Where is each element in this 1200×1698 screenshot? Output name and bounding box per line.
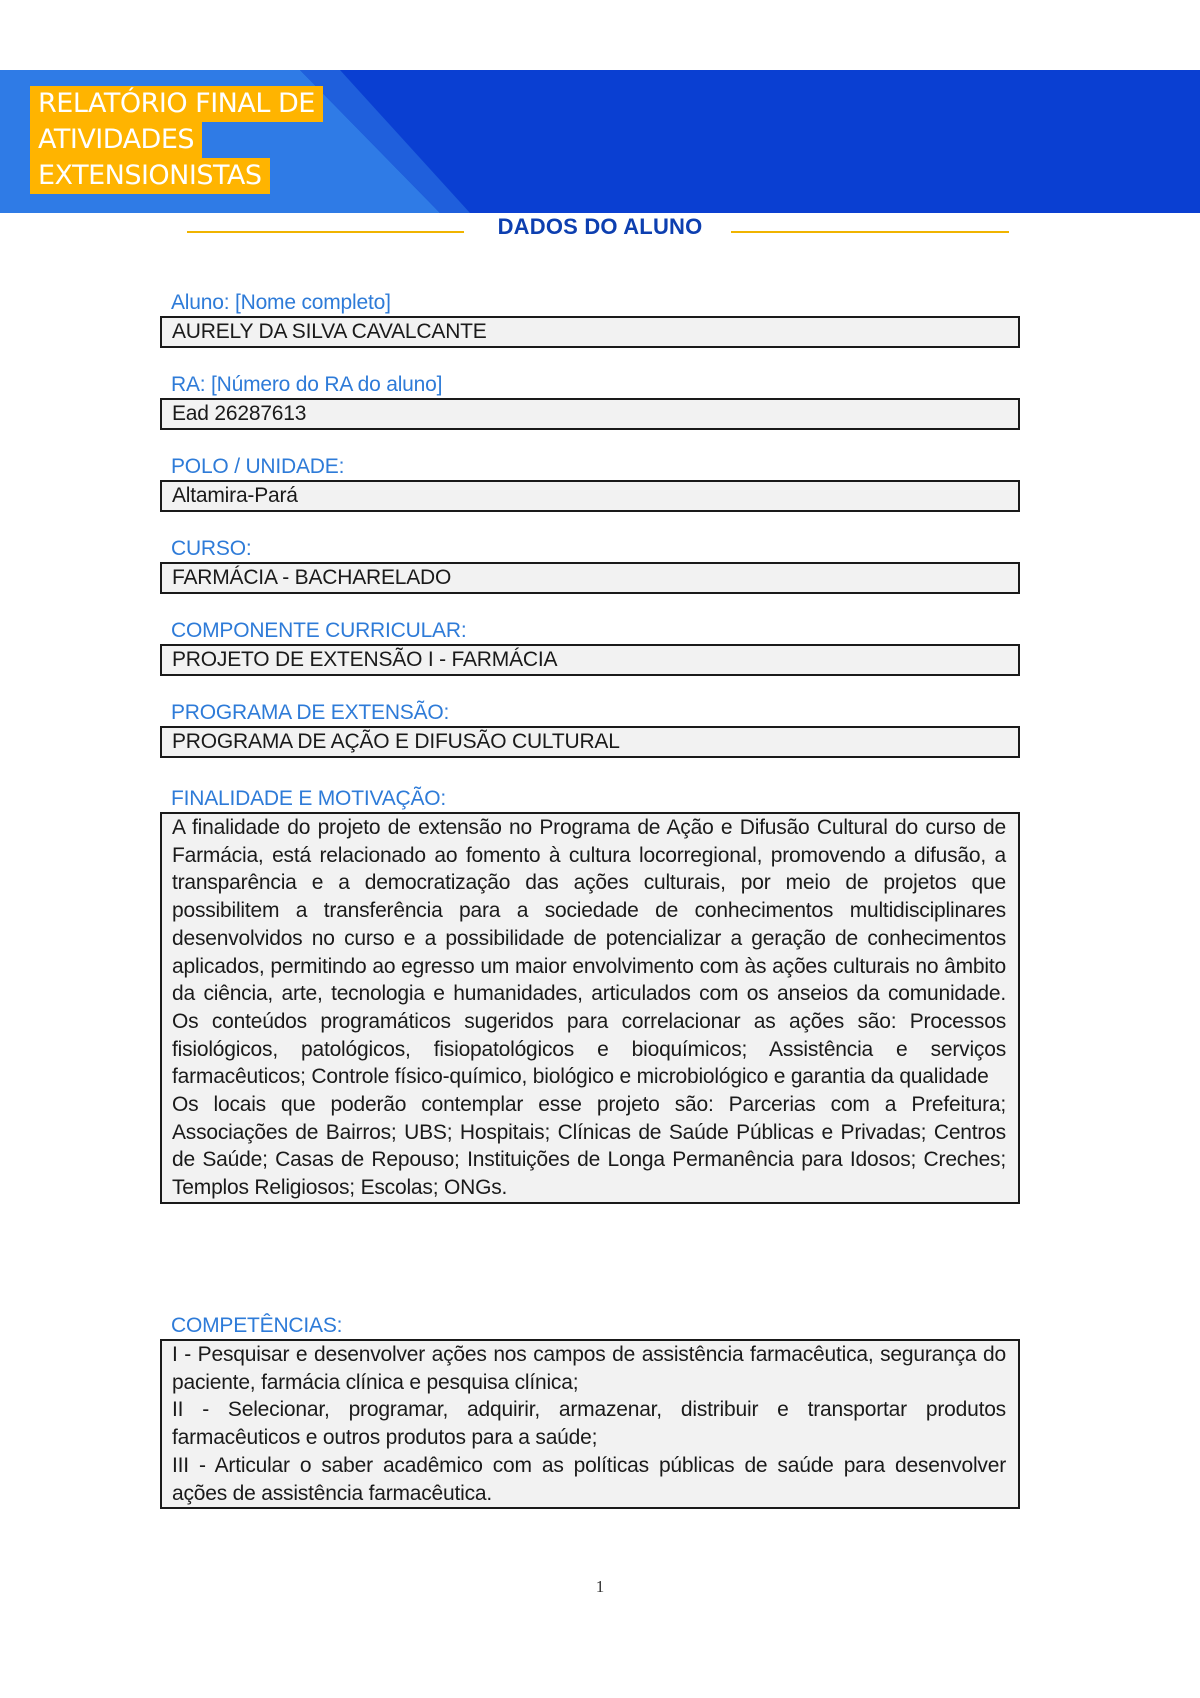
polo-label: POLO / UNIDADE: [171,455,345,478]
section-title: DADOS DO ALUNO [497,214,703,239]
polo-value: Altamira-Pará [160,480,1020,512]
section-header [0,214,1200,244]
finalidade-paragraph-2: Os locais que poderão contemplar esse projeto são: Parcerias com a Prefeitura; Associações de Bairros; UBS; Hospitais; Clínicas de Saúde Públicas e Privadas; Centros de Saúde; Casas de Repouso; Instituições de Longa Permanência para Idosos; Creches; Templos Religiosos; Escolas; ONGs. [172,1093,1006,1200]
section-rule-right [731,231,1009,233]
report-title [30,86,323,194]
report-title-line-3: EXTENSIONISTAS [30,158,270,194]
finalidade-paragraph-1: A finalidade do projeto de extensão no Programa de Ação e Difusão Cultural do curso de Farmácia, está relacionado ao fomento à cultura locorregional, promovendo a difusão, a transparência e a democratização das ações culturais, por meio de projetos que possibilitem a transferência para a sociedade de conhecimentos multidisciplinares desenvolvidos no curso e a possibilidade de potencializar a geração de conhecimentos aplicados, permitindo ao egresso um maior envolvimento com às ações culturais no âmbito da ciência, arte, tecnologia e humanidades, articulados com os anseios da comunidade. Os conteúdos programáticos sugeridos para correlacionar as ações são: Processos fisiológicos, patológicos, fisiopatológicos e bioquímicos; Assistência e serviços farmacêuticos; Controle físico-químico, biológico e microbiológico e garantia da qualidade [172,816,1006,1089]
competencia-item-1: I - Pesquisar e desenvolver ações nos campos de assistência farmacêutica, segurança do paciente, farmácia clínica e pesquisa clínica; [172,1343,1006,1394]
aluno-label: Aluno: [Nome completo] [171,291,391,314]
curso-value: FARMÁCIA - BACHARELADO [160,562,1020,594]
header-banner [0,70,1200,213]
componente-value: PROJETO DE EXTENSÃO I - FARMÁCIA [160,644,1020,676]
componente-label: COMPONENTE CURRICULAR: [171,619,467,642]
field-curso [160,536,1020,594]
report-title-line-1: RELATÓRIO FINAL DE [30,86,323,122]
field-aluno [160,290,1020,348]
curso-label: CURSO: [171,537,252,560]
field-ra [160,372,1020,430]
ra-value: Ead 26287613 [160,398,1020,430]
programa-label: PROGRAMA DE EXTENSÃO: [171,701,450,724]
field-programa-extensao [160,700,1020,758]
competencias-box [160,1339,1020,1509]
field-componente-curricular [160,618,1020,676]
aluno-value: AURELY DA SILVA CAVALCANTE [160,316,1020,348]
report-title-line-2: ATIVIDADES [30,122,202,158]
field-polo [160,454,1020,512]
competencias-label: COMPETÊNCIAS: [171,1314,343,1337]
competencia-item-3: III - Articular o saber acadêmico com as políticas públicas de saúde para desenvolver ações de assistência farmacêutica. [172,1453,1006,1505]
field-finalidade-motivacao [160,786,1020,1204]
page-number: 1 [595,1577,605,1596]
finalidade-box [160,812,1020,1204]
ra-label: RA: [Número do RA do aluno] [171,373,443,396]
field-competencias [160,1313,1020,1509]
finalidade-label: FINALIDADE E MOTIVAÇÃO: [171,787,447,810]
competencia-item-2: II - Selecionar, programar, adquirir, armazenar, distribuir e transportar produtos farmacêuticos e outros produtos para a saúde; [172,1398,1006,1450]
programa-value: PROGRAMA DE AÇÃO E DIFUSÃO CULTURAL [160,726,1020,758]
